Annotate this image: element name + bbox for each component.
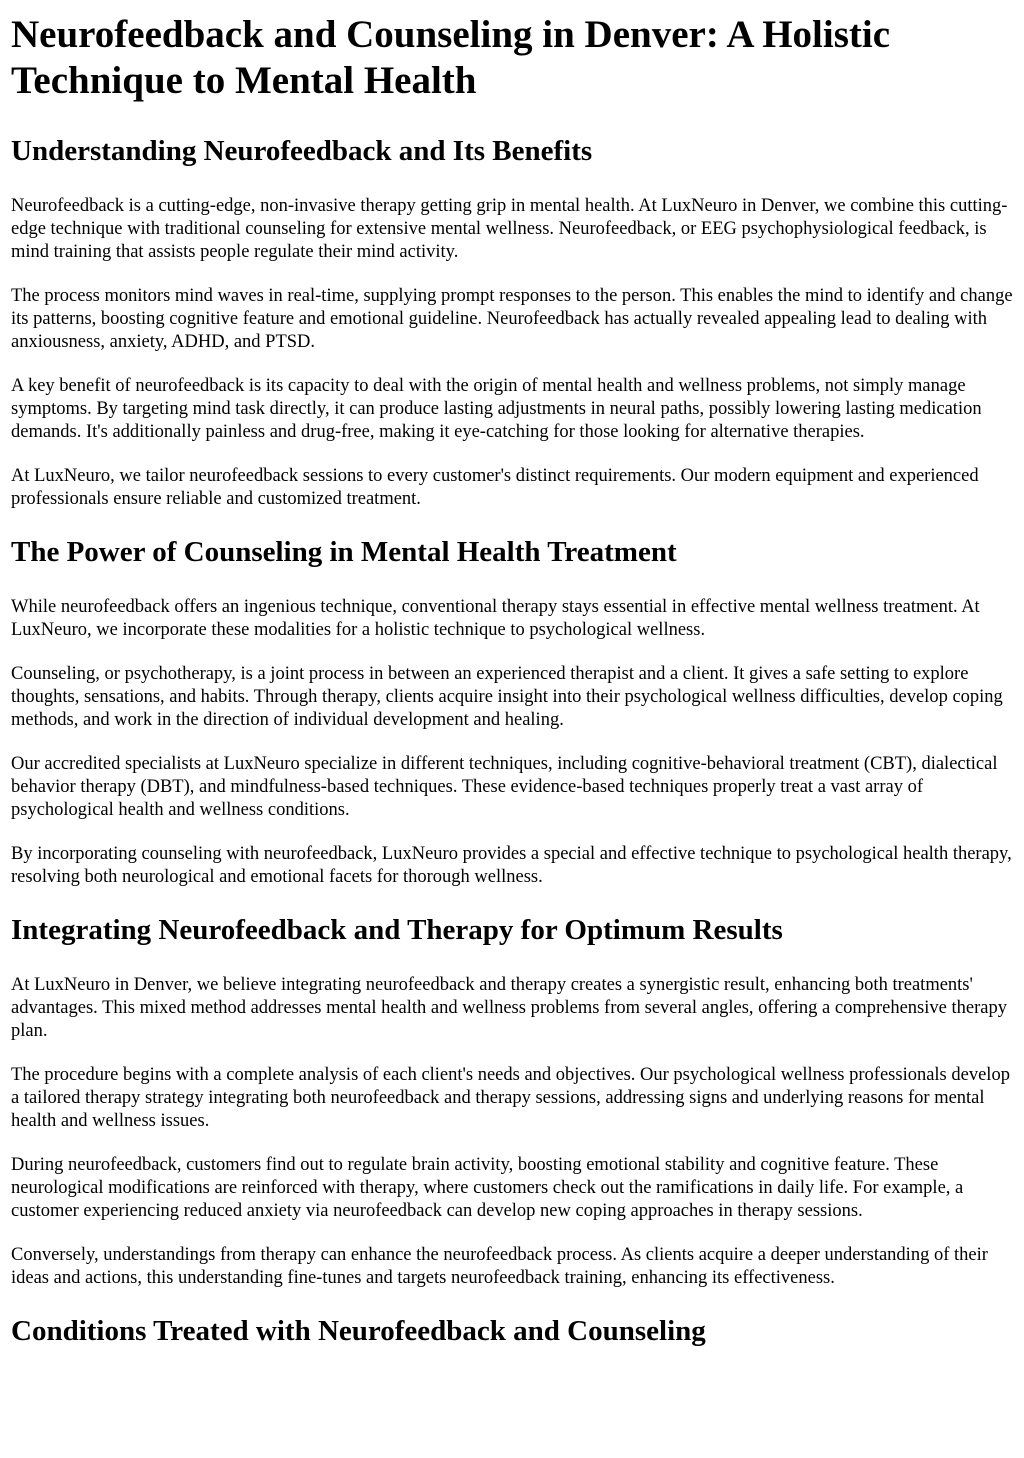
paragraph: Counseling, or psychotherapy, is a joint process in between an experienced therapist and a client. It gives a safe setting to explore thoughts, sensations, and habits. Through therapy, clients acquire insight into their psychological wellness difficulties, develop coping methods, and work in the direction of individual development and healing. [11, 664, 1003, 730]
paragraph: While neurofeedback offers an ingenious technique, conventional therapy stays essential in effective mental wellness treatment. At LuxNeuro, we incorporate these modalities for a holistic technique to psychological wellness. [11, 597, 980, 640]
section-heading: The Power of Counseling in Mental Health Treatment [11, 536, 677, 568]
section-heading: Conditions Treated with Neurofeedback and Counseling [11, 1315, 706, 1347]
paragraph: The process monitors mind waves in real-time, supplying prompt responses to the person. This enables the mind to identify and change its patterns, boosting cognitive feature and emotional guideline. Neurofeedback has actually revealed appealing lead to dealing with anxiousness, anxiety, ADHD, and PTSD. [11, 286, 1013, 352]
page-title: Neurofeedback and Counseling in Denver: A Holistic Technique to Mental Health [11, 13, 891, 102]
paragraph: At LuxNeuro in Denver, we believe integrating neurofeedback and therapy creates a synergistic result, enhancing both treatments' advantages. This mixed method addresses mental health and wellness problems from several angles, offering a comprehensive therapy plan. [11, 975, 1007, 1041]
paragraph: The procedure begins with a complete analysis of each client's needs and objectives. Our psychological wellness professionals develop a tailored therapy strategy integrating both neurofeedback and therapy sessions, addressing signs and underlying reasons for mental health and wellness issues. [11, 1065, 1010, 1131]
paragraph: During neurofeedback, customers find out to regulate brain activity, boosting emotional stability and cognitive feature. These neurological modifications are reinforced with therapy, where customers check out the ramifications in daily life. For example, a customer experiencing reduced anxiety via neurofeedback can develop new coping approaches in therapy sessions. [11, 1155, 964, 1221]
paragraph: Neurofeedback is a cutting-edge, non-invasive therapy getting grip in mental health. At LuxNeuro in Denver, we combine this cutting-edge technique with traditional counseling for extensive mental wellness. Neurofeedback, or EEG psychophysiological feedback, is mind training that assists people regulate their mind activity. [11, 196, 1008, 262]
paragraph: At LuxNeuro, we tailor neurofeedback sessions to every customer's distinct requirements. Our modern equipment and experienced professionals ensure reliable and customized treatment. [11, 466, 979, 509]
section-heading: Integrating Neurofeedback and Therapy for Optimum Results [11, 914, 783, 946]
section-heading: Understanding Neurofeedback and Its Benefits [11, 135, 593, 167]
article [0, 12, 1024, 1348]
section-integrating-neurofeedback-therapy [11, 913, 1014, 1290]
paragraph: By incorporating counseling with neurofeedback, LuxNeuro provides a special and effective technique to psychological health therapy, resolving both neurological and emotional facets for thorough wellness. [11, 844, 1012, 887]
section-power-of-counseling [11, 535, 1014, 889]
paragraph: A key benefit of neurofeedback is its capacity to deal with the origin of mental health and wellness problems, not simply manage symptoms. By targeting mind task directly, it can produce lasting adjustments in neural paths, possibly lowering lasting medication demands. It's additionally painless and drug-free, making it eye-catching for those looking for alternative therapies. [11, 376, 982, 442]
paragraph: Conversely, understandings from therapy can enhance the neurofeedback process. As clients acquire a deeper understanding of their ideas and actions, this understanding fine-tunes and targets neurofeedback training, enhancing its effectiveness. [11, 1245, 988, 1288]
section-conditions-treated [11, 1314, 1014, 1348]
paragraph: Our accredited specialists at LuxNeuro specialize in different techniques, including cognitive-behavioral treatment (CBT), dialectical behavior therapy (DBT), and mindfulness-based techniques. These evidence-based techniques properly treat a vast array of psychological health and wellness conditions. [11, 754, 998, 820]
section-understanding-neurofeedback [11, 134, 1014, 511]
